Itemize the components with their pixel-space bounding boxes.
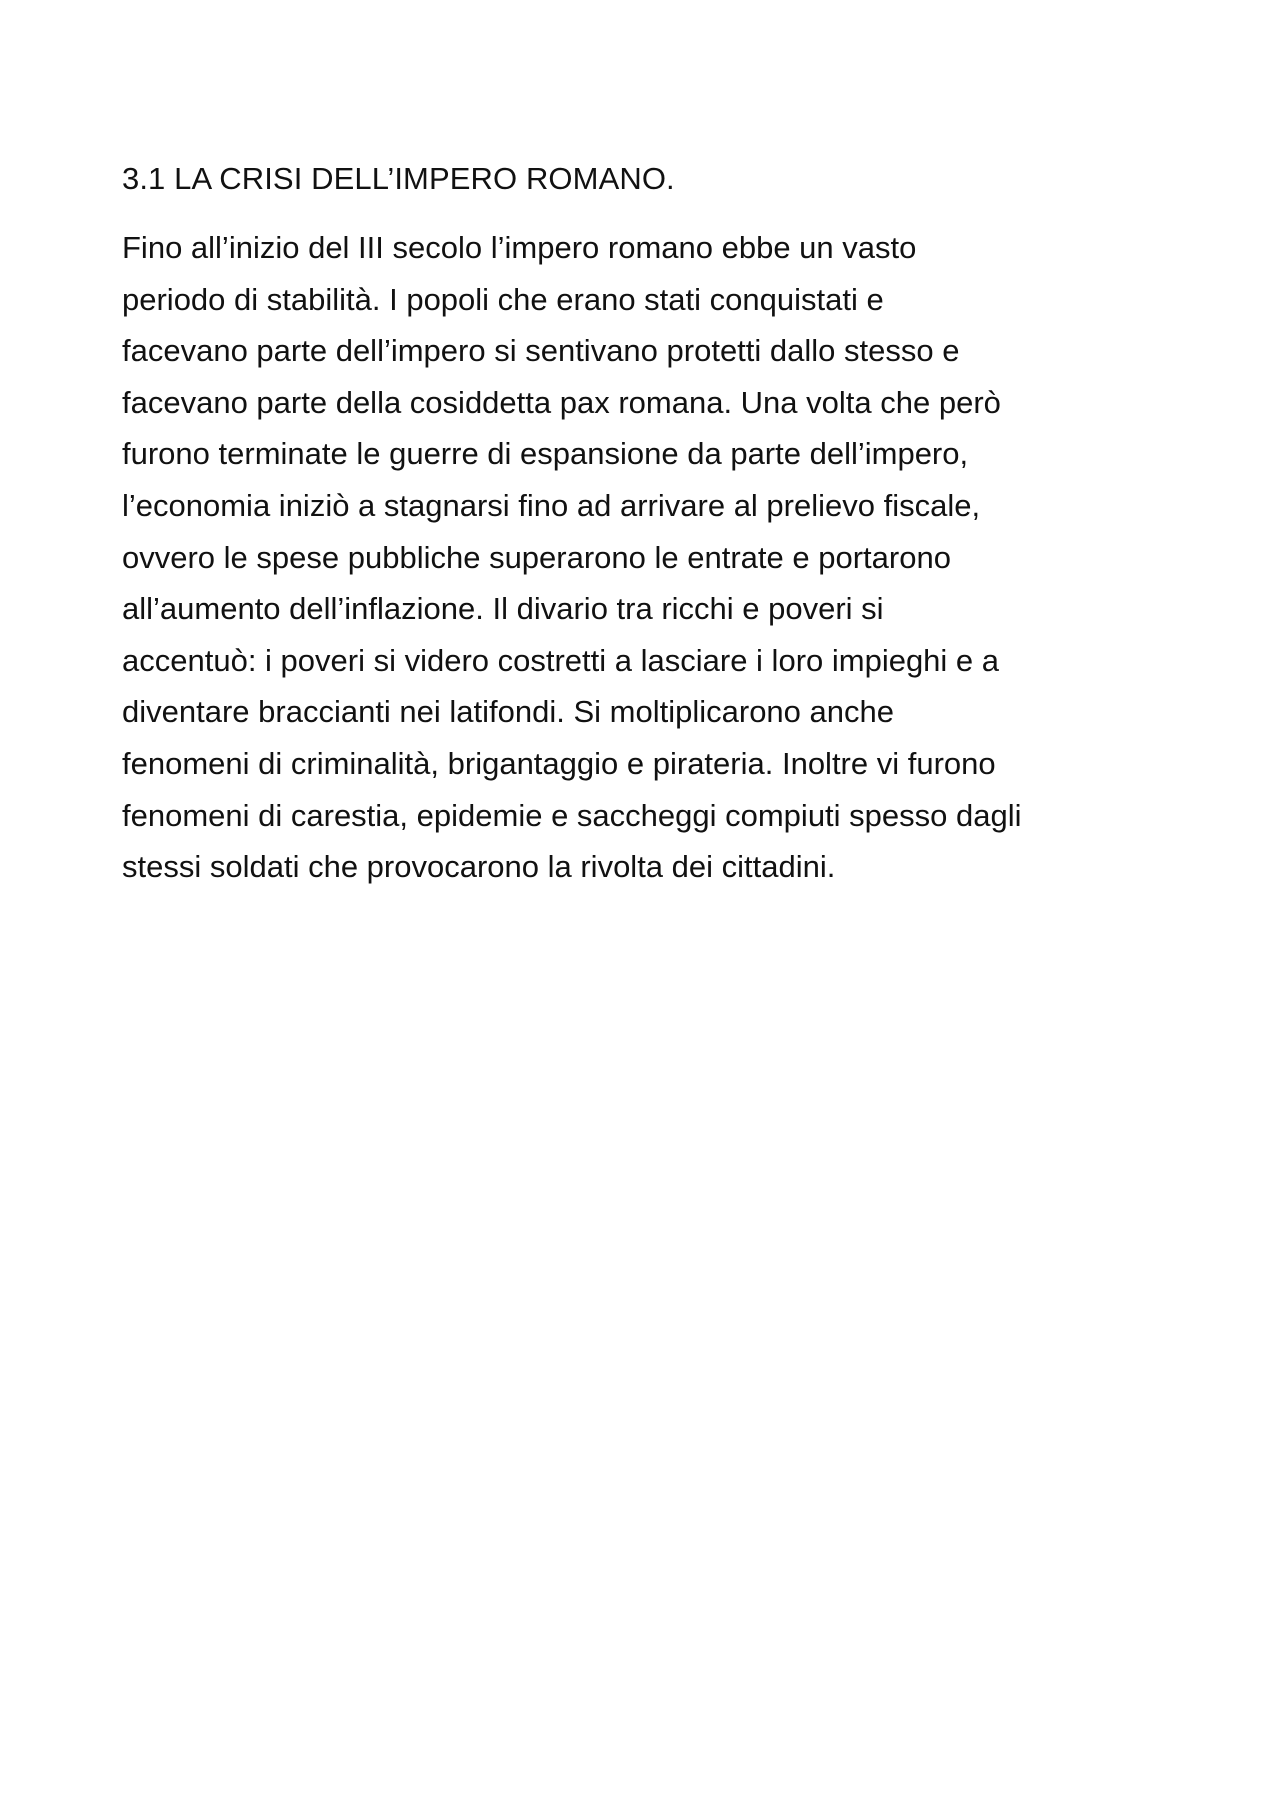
- paragraph-line: accentuò: i poveri si videro costretti a lasciare i loro impieghi e a: [122, 642, 1000, 678]
- paragraph-line: periodo di stabilità. I popoli che erano stati conquistati e: [122, 281, 884, 317]
- paragraph-line: furono terminate le guerre di espansione da parte dell’impero,: [122, 436, 969, 472]
- paragraph-line: fenomeni di criminalità, brigantaggio e pirateria. Inoltre vi furono: [122, 745, 996, 781]
- paragraph-line: fenomeni di carestia, epidemie e saccheggi compiuti spesso dagli: [122, 797, 1022, 833]
- body-paragraph: [122, 222, 1182, 893]
- page-content: [122, 158, 1182, 893]
- section-heading: 3.1 LA CRISI DELL’IMPERO ROMANO.: [122, 161, 675, 196]
- paragraph-line: all’aumento dell’inflazione. Il divario tra ricchi e poveri si: [122, 591, 884, 627]
- paragraph-line: ovvero le spese pubbliche superarono le entrate e portarono: [122, 539, 951, 575]
- paragraph-line: facevano parte dell’impero si sentivano protetti dallo stesso e: [122, 333, 960, 369]
- paragraph-line: stessi soldati che provocarono la rivolta dei cittadini.: [122, 849, 836, 885]
- paragraph-line: Fino all’inizio del III secolo l’impero romano ebbe un vasto: [122, 230, 917, 265]
- paragraph-line: diventare braccianti nei latifondi. Si moltiplicarono anche: [122, 694, 894, 730]
- paragraph-line: facevano parte della cosiddetta pax romana. Una volta che però: [122, 384, 1001, 420]
- paragraph-line: l’economia iniziò a stagnarsi fino ad arrivare al prelievo fiscale,: [122, 487, 981, 523]
